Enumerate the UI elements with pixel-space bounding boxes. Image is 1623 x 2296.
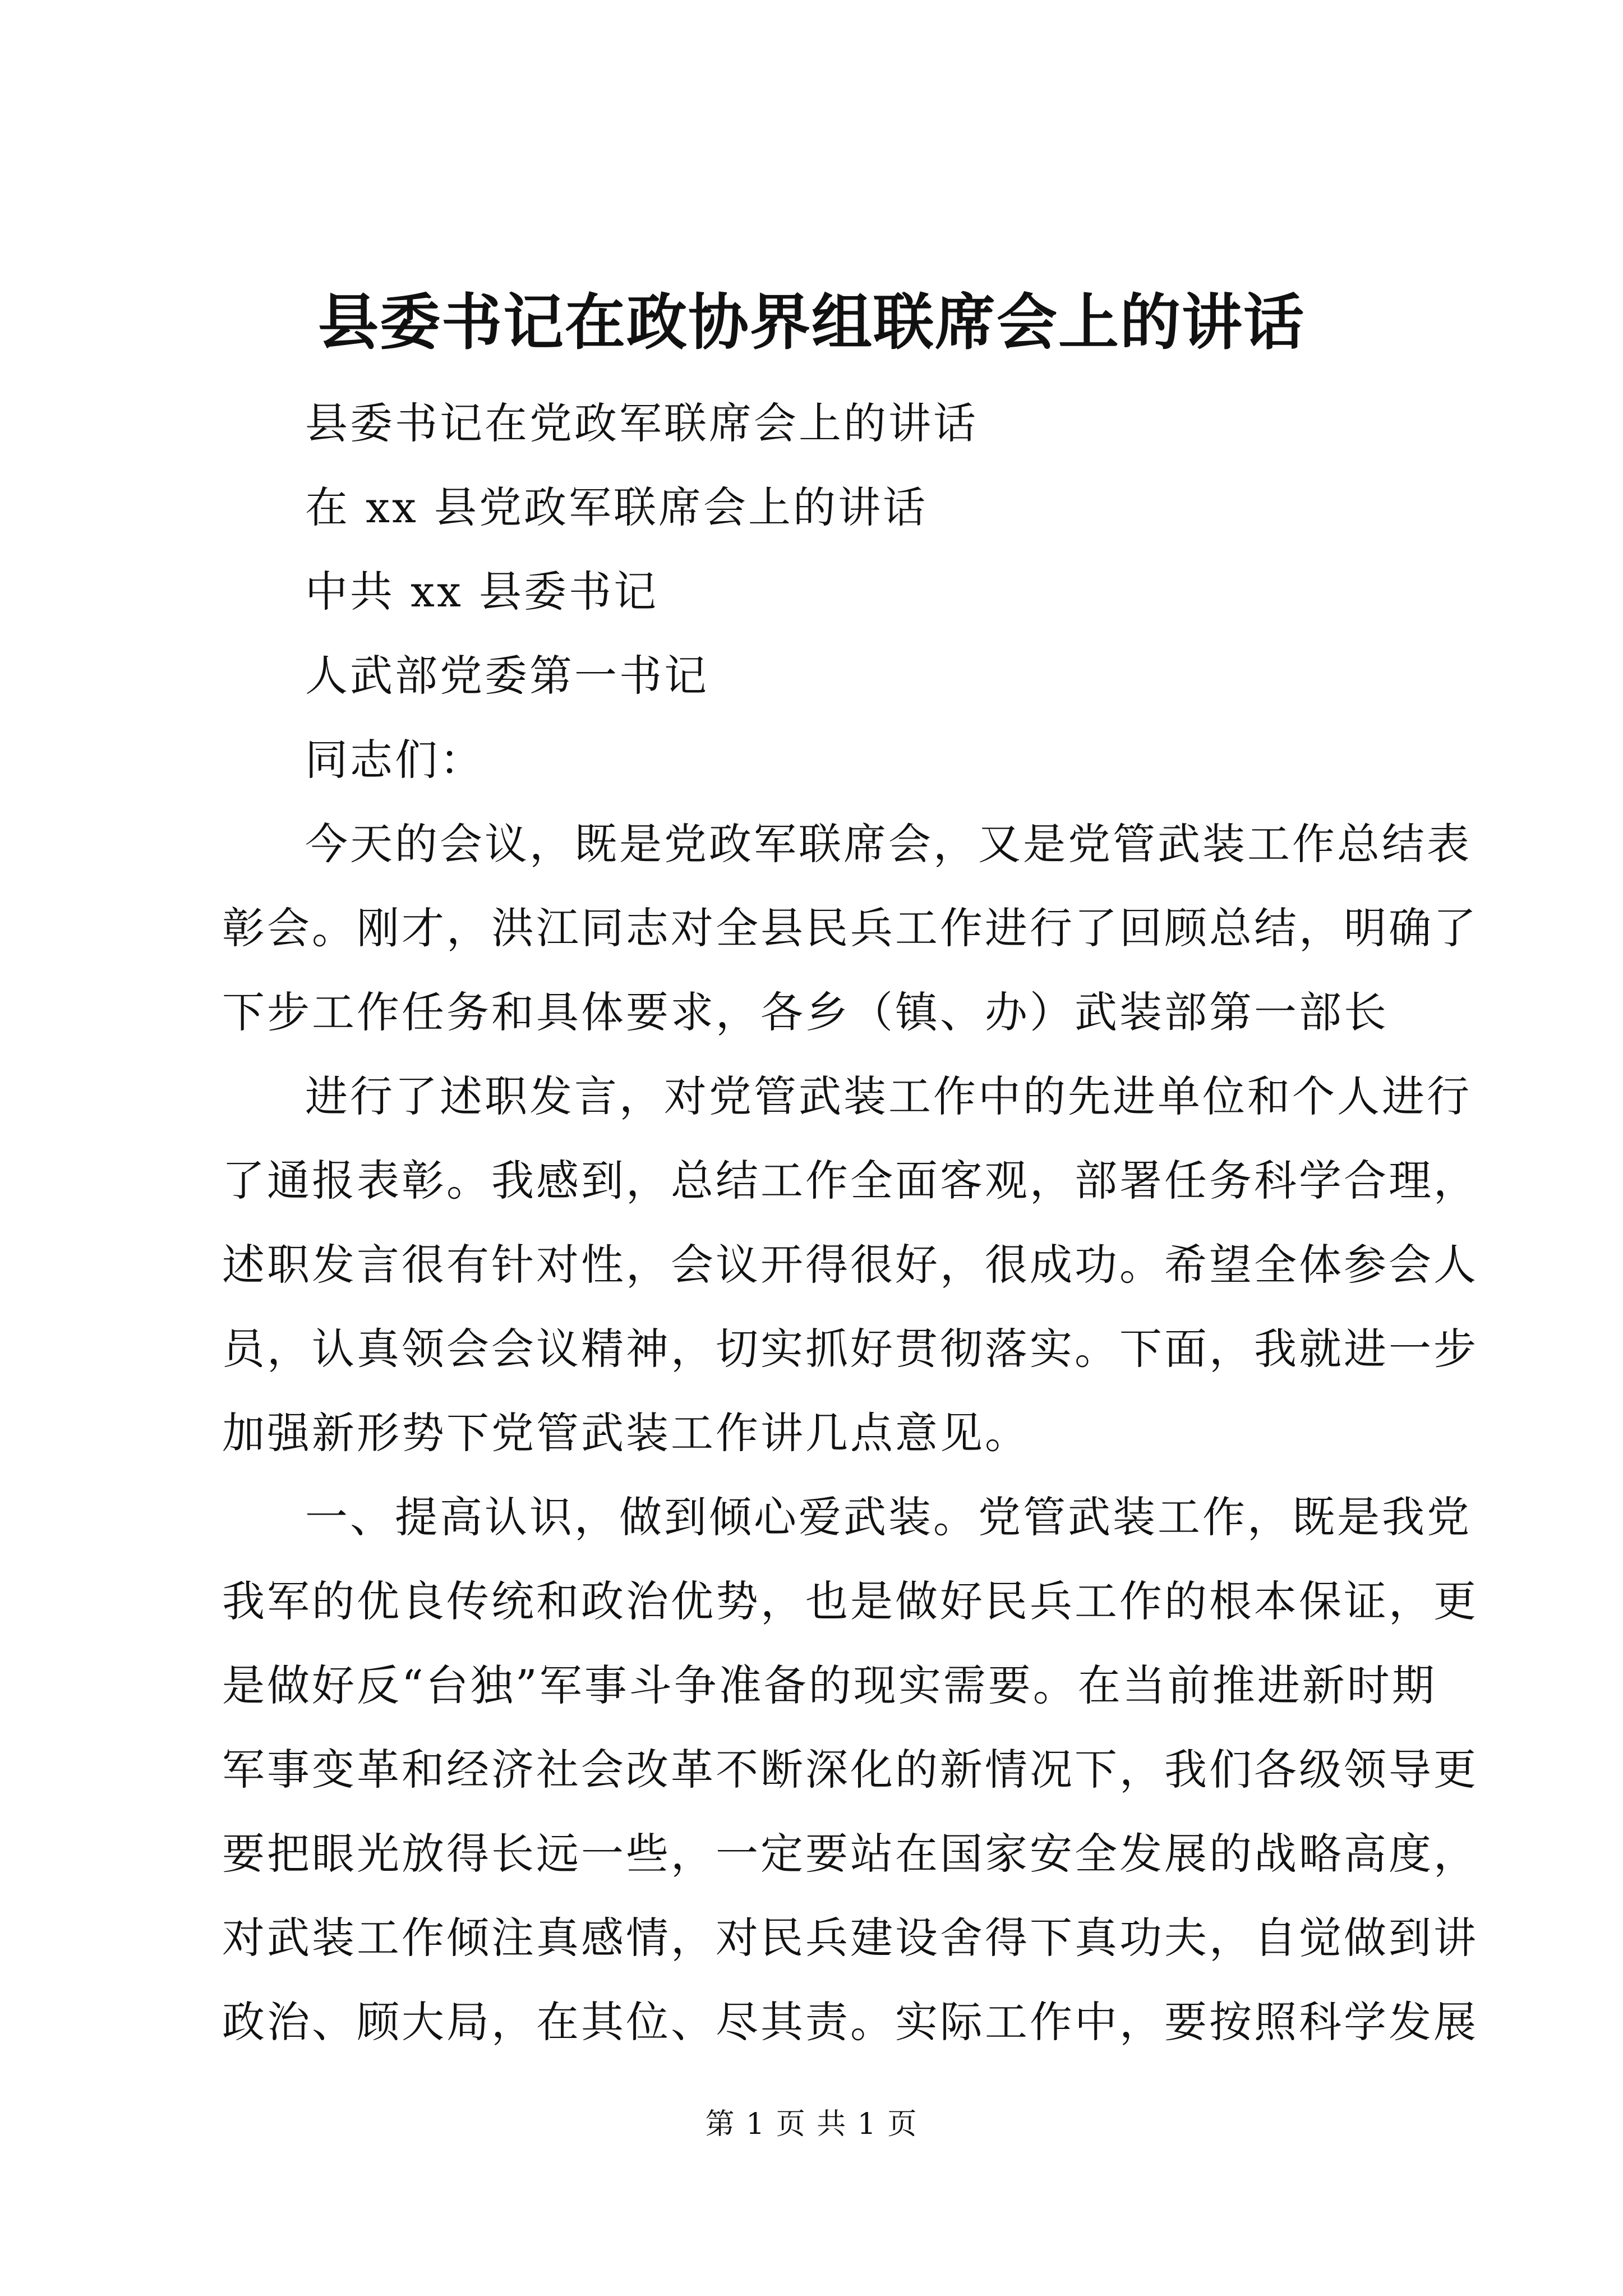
body-line: 彰会。刚才，洪江同志对全县民兵工作进行了回顾总结，明确了: [222, 903, 1478, 953]
body-line: 人武部党委第一书记: [305, 651, 709, 701]
body-line: 要把眼光放得长远一些，一定要站在国家安全发展的战略高度，: [222, 1829, 1478, 1879]
document-title: 县委书记在政协界组联席会上的讲话: [317, 287, 1305, 358]
body-line: 中共 xx 县委书记: [305, 567, 659, 616]
body-line: 了通报表彰。我感到，总结工作全面客观，部署任务科学合理，: [222, 1156, 1478, 1205]
body-line: 加强新形势下党管武装工作讲几点意见。: [222, 1408, 1030, 1458]
body-line: 政治、顾大局，在其位、尽其责。实际工作中，要按照科学发展: [222, 1997, 1478, 2047]
body-line: 今天的会议，既是党政军联席会，又是党管武装工作总结表: [305, 819, 1472, 869]
body-line: 一、提高认识，做到倾心爱武装。党管武装工作，既是我党: [305, 1492, 1472, 1542]
body-line: 对武装工作倾注真感情，对民兵建设舍得下真功夫，自觉做到讲: [222, 1913, 1478, 1963]
body-line: 同志们：: [305, 735, 485, 785]
body-line: 我军的优良传统和政治优势，也是做好民兵工作的根本保证，更: [222, 1576, 1478, 1626]
body-line: 在 xx 县党政军联席会上的讲话: [305, 482, 928, 532]
body-line: 员，认真领会会议精神，切实抓好贯彻落实。下面，我就进一步: [222, 1324, 1478, 1374]
body-line: 军事变革和经济社会改革不断深化的新情况下，我们各级领导更: [222, 1745, 1478, 1795]
body-line: 述职发言很有针对性，会议开得很好，很成功。希望全体参会人: [222, 1240, 1478, 1290]
body-line: 进行了述职发言，对党管武装工作中的先进单位和个人进行: [305, 1071, 1472, 1121]
body-line: 是做好反“台独”军事斗争准备的现实需要。在当前推进新时期: [222, 1660, 1437, 1710]
body-line: 县委书记在党政军联席会上的讲话: [305, 398, 978, 448]
body-line: 下步工作任务和具体要求，各乡（镇、办）武装部第一部长: [222, 987, 1389, 1037]
page-footer: 第 1 页 共 1 页: [705, 2108, 918, 2141]
document-body: [222, 381, 1478, 2064]
